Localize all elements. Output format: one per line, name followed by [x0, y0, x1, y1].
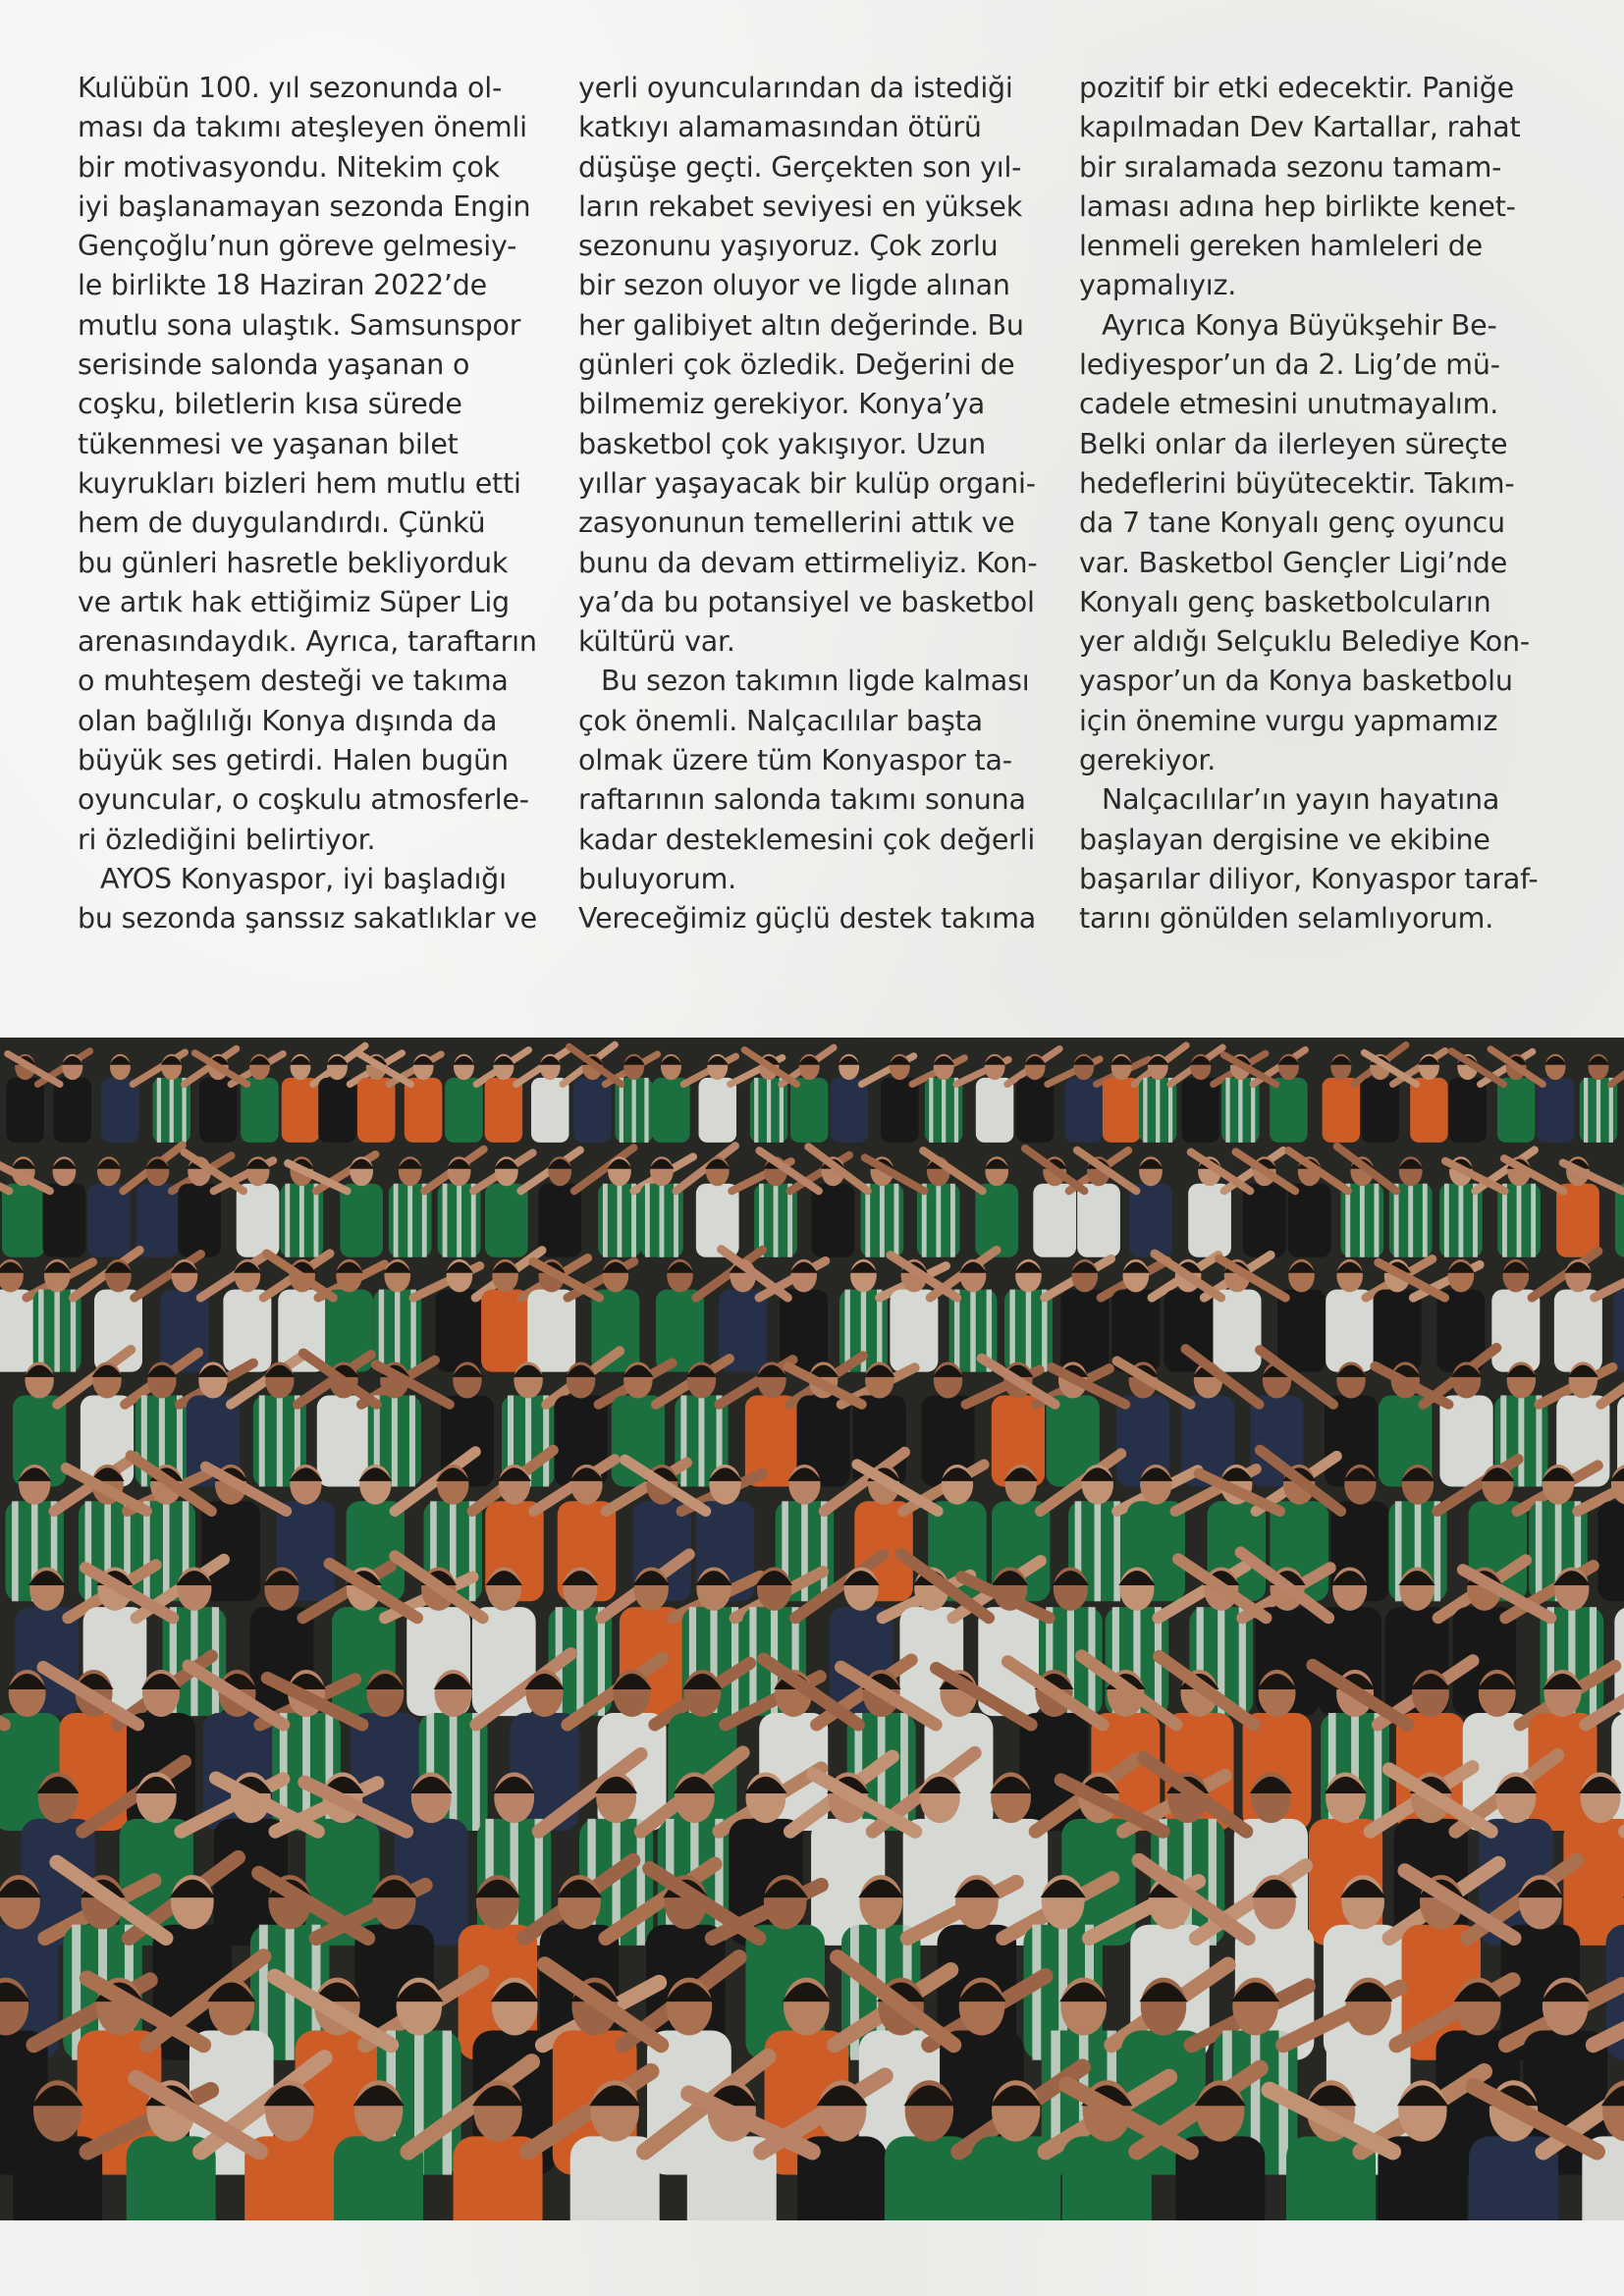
photo-shade [0, 1038, 1624, 2220]
crowd-photo [0, 1038, 1624, 2220]
paragraph: Kulübün 100. yıl sezonunda ol- ması da takımı ateşleyen önemli bir motivasyondu. Nitekim çok iyi başlanamayan sezonda Engin Gençoğlu’nun göreve gelmesiy- le birlikte 18 Haziran 2022’de mutlu sona ulaştık. Samsunspor serisinde salonda yaşanan o coşku, biletlerin kısa sürede tükenmesi ve yaşanan bilet kuyrukları bizleri hem mutlu etti hem de duygulandırdı. Çünkü bu günleri hasretle bekliyorduk ve artık hak ettiğimiz Süper Lig arenasındaydık. Ayrıca, taraftarın o muhteşem desteği ve takıma olan bağlılığı Konya dışında da büyük ses getirdi. Halen bugün oyuncular, o coşkulu atmosferle- ri özlediğini belirtiyor. [78, 72, 537, 856]
paragraph: Vereceğimiz güçlü destek takıma [578, 902, 1037, 935]
text-column-1 [78, 69, 557, 939]
text-column-2 [578, 69, 1057, 939]
text-column-3 [1079, 69, 1558, 939]
paragraph: Bu sezon takımın ligde kalması çok önemli. Nalçacılılar başta olmak üzere tüm Konyaspor ta- raftarının salonda takımı sonuna kadar desteklemesini çok değerli buluyorum. [578, 665, 1036, 895]
crowd-illustration [0, 1038, 1624, 2220]
paragraph: Ayrıca Konya Büyükşehir Be- lediyespor’un da 2. Lig’de mü- cadele etmesini unutmayalım. Belki onlar da ilerleyen süreçte hedeflerini büyütecektir. Takım- da 7 tane Konyalı genç oyuncu var. Basketbol Gençler Ligi’nde Konyalı genç basketbolcuların yer aldığı Selçuklu Belediye Kon- yaspor’un da Konya basketbolu için önemine vurgu yapmamız gerekiyor. [1079, 308, 1530, 777]
paragraph: yerli oyuncularından da istediği katkıyı alamamasından ötürü düşüşe geçti. Gerçekten son yıl- ların rekabet seviyesi en yüksek sezonunu yaşıyoruz. Çok zorlu bir sezon oluyor ve ligde alınan her galibiyet altın değerinde. Bu günleri çok özledik. Değerini de bilmemiz gerekiyor. Konya’ya basketbol çok yakışıyor. Uzun yıllar yaşayacak bir kulüp organi- zasyonunun temellerini attık ve bunu da devam ettirmeliyiz. Kon- ya’da bu potansiyel ve basketbol kültürü var. [578, 72, 1038, 659]
article-text [0, 0, 1624, 982]
paragraph: AYOS Konyaspor, iyi başladığı bu sezonda şanssız sakatlıklar ve [78, 862, 537, 935]
paragraph: Nalçacılılar’ın yayın hayatına başlayan dergisine ve ekibine başarılar diliyor, Konyaspor taraf- tarını gönülden selamlıyorum. [1079, 783, 1539, 935]
paragraph: pozitif bir etki edecektir. Paniğe kapılmadan Dev Kartallar, rahat bir sıralamada sezonu tamam- laması adına hep birlikte kenet- lenmeli gereken hamleleri de yapmalıyız. [1079, 72, 1521, 302]
